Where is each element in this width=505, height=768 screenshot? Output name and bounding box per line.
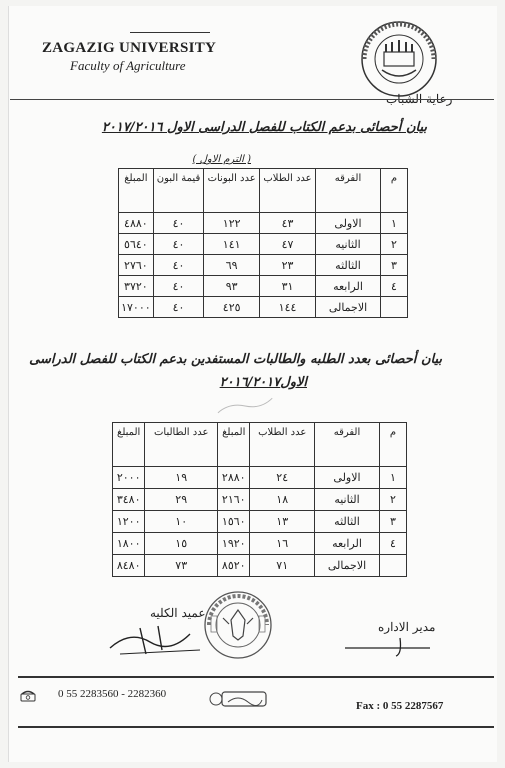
cell: ٢٩ [145,489,218,511]
students-count-table [112,422,407,577]
cell: ١٨٠٠ [113,533,145,555]
table-row [119,276,408,297]
cell [381,297,408,318]
cell: الاولى [315,467,380,489]
cell: ٤٢٥ [204,297,260,318]
header-cell: م [380,423,407,467]
table-row [119,234,408,255]
header-cell: المبلغ [113,423,145,467]
cell: ٨٥٢٠ [218,555,250,577]
cell: ١٢٠٠ [113,511,145,533]
table-row [113,533,407,555]
cell: ٨٤٨٠ [113,555,145,577]
cell: الاولى [316,213,381,234]
cell: الرابعه [315,533,380,555]
header-cell: عدد الطلاب [260,169,316,213]
cell: ٢ [381,234,408,255]
cell: ٦٩ [204,255,260,276]
header-cell: الفرقه [315,423,380,467]
cell: ٥٦٤٠ [119,234,154,255]
department-label: رعاية الشباب [386,92,453,106]
table-row [119,213,408,234]
cell: ١٦ [250,533,315,555]
section1-subtitle: ( الترم الاول ) [192,154,251,165]
cell: ٤٠ [153,255,204,276]
cell: ١٤٤ [260,297,316,318]
table-header-row [113,423,407,467]
book-support-table [118,168,408,318]
faculty-name: Faculty of Agriculture [70,58,186,73]
header-cell: عدد الطالبات [145,423,218,467]
header-cell: المبلغ [119,169,154,213]
table-total-row [113,555,407,577]
cell: ٢٨٨٠ [218,467,250,489]
header-cell: قيمة البون [153,169,204,213]
cell: ٤ [380,533,407,555]
cell: ١٤١ [204,234,260,255]
table-row [113,511,407,533]
section2-title-line2: الاول٢٠١٦/٢٠١٧ [219,375,307,390]
table-row [113,489,407,511]
cell: ١٧٠٠٠ [119,297,154,318]
cell: ٤٨٨٠ [119,213,154,234]
cell: ٢٧٦٠ [119,255,154,276]
cell: الاجمالى [315,555,380,577]
cell: ٢٣ [260,255,316,276]
header-divider [10,99,494,100]
cell: ٤٠ [153,276,204,297]
section2-title: بيان أحصائى بعدد الطلبه والطالبات المستفدين بدعم الكتاب للفصل الدراسى [29,352,442,367]
dean-signature [100,620,210,660]
cell: ٧١ [250,555,315,577]
cell: ١٠ [145,511,218,533]
cell: ٤٠ [153,297,204,318]
cell: ٣ [380,511,407,533]
cell: ٣٧٢٠ [119,276,154,297]
cell: ٩٣ [204,276,260,297]
table-row [113,467,407,489]
cell: الثالثه [315,511,380,533]
manager-label: مدير الاداره [378,620,436,634]
cell: ٢٠٠٠ [113,467,145,489]
cell: ٢١٦٠ [218,489,250,511]
cell: الاجمالى [316,297,381,318]
top-rule [130,32,210,33]
university-name: ZAGAZIG UNIVERSITY [42,40,217,56]
telephone-icon [20,690,36,702]
header-cell: م [381,169,408,213]
cell: ٤٣ [260,213,316,234]
cell: ١٨ [250,489,315,511]
manager-signature [330,634,440,660]
table-header-row [119,169,408,213]
cell: ٧٣ [145,555,218,577]
cell [380,555,407,577]
cell: ٤٠ [153,234,204,255]
section1-title: بيان أحصائى بدعم الكتاب للفصل الدراسى الاول ٢٠١٧/٢٠١٦ [101,120,427,135]
dean-label: عميد الكليه [150,606,206,620]
cell: ٤ [381,276,408,297]
cell: ١٩٢٠ [218,533,250,555]
header-cell: عدد البونات [204,169,260,213]
official-stamp-icon [203,588,273,662]
cell: الثانيه [315,489,380,511]
header-cell: عدد الطلاب [250,423,315,467]
cell: الرابعه [316,276,381,297]
cell: ٢٤ [250,467,315,489]
cell: ٤٠ [153,213,204,234]
table-total-row [119,297,408,318]
cell: ١٣ [250,511,315,533]
cell: ٣١ [260,276,316,297]
table-row [119,255,408,276]
logo-ribbon-icon [204,682,284,712]
footer-bar [18,676,494,728]
fax-number: Fax : 0 55 2287567 [356,700,444,712]
cell: ٤٧ [260,234,316,255]
cell: ٢ [380,489,407,511]
cell: الثالثه [316,255,381,276]
cell: الثانيه [316,234,381,255]
phone-number: 0 55 2283560 - 2282360 [58,688,167,700]
cell: ٣ [381,255,408,276]
cell: ١ [381,213,408,234]
cell: ١٢٢ [204,213,260,234]
cell: ٣٤٨٠ [113,489,145,511]
header-cell: المبلغ [218,423,250,467]
cell: ١٥ [145,533,218,555]
cell: ١٩ [145,467,218,489]
cell: ١٥٦٠ [218,511,250,533]
faculty-logo-icon [358,18,440,100]
header-cell: الفرقه [316,169,381,213]
cell: ١ [380,467,407,489]
